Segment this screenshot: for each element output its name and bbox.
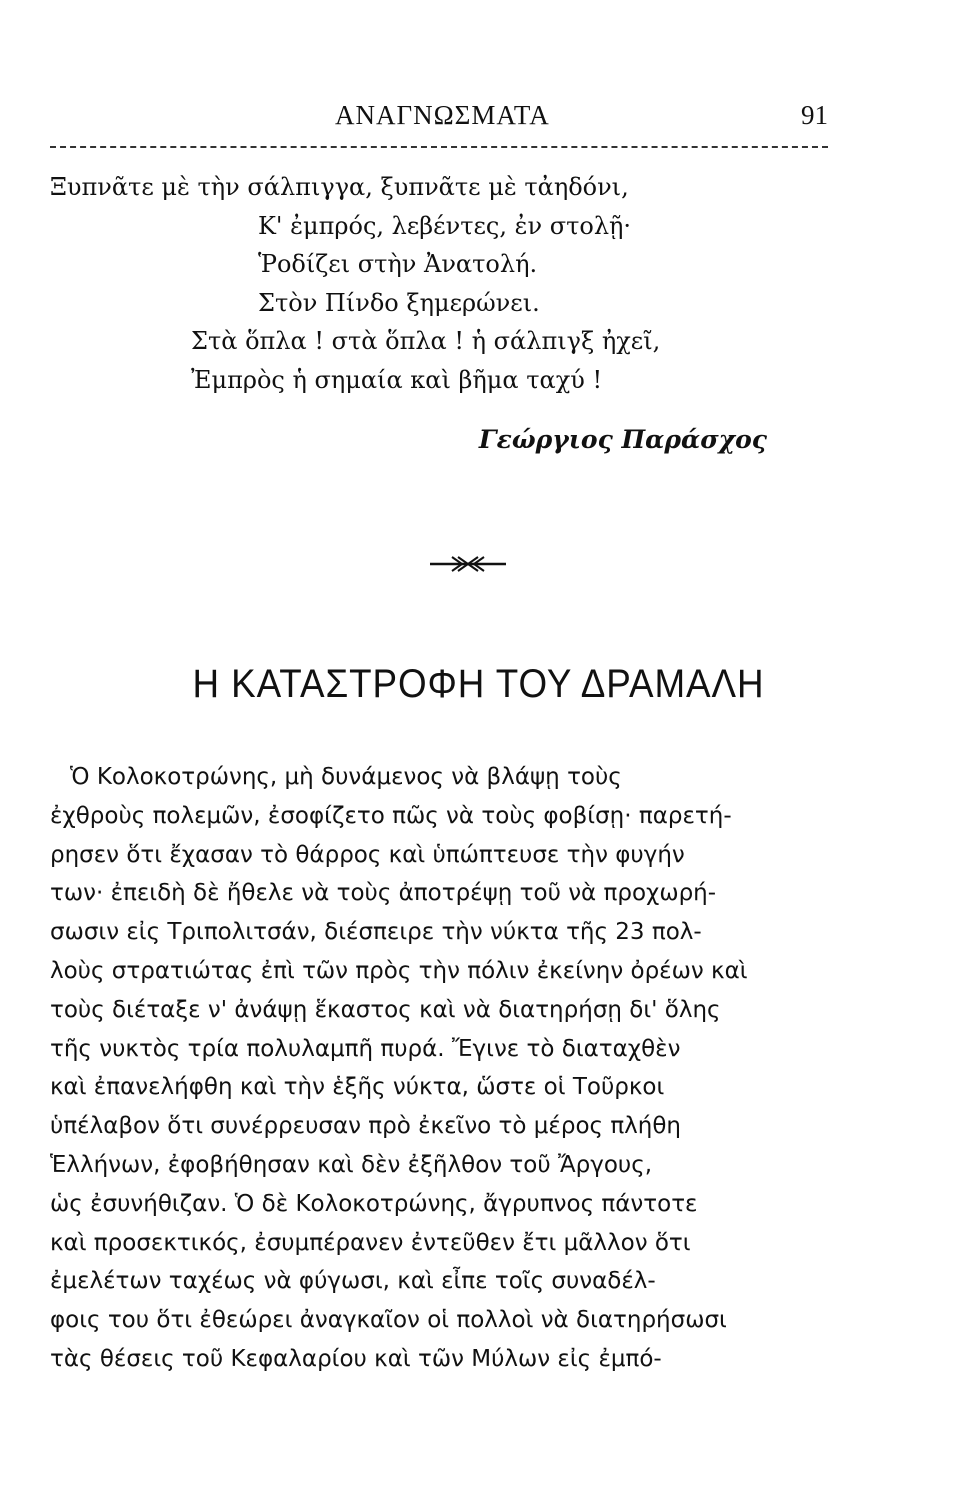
text-line: φοις του ὅτι ἐθεώρει ἀναγκαῖον οἱ πολλοὶ νὰ διατηρήσωσι [50, 1307, 727, 1334]
poem-line: Ξυπνᾶτε μὲ τὴν σάλπιγγα, ξυπνᾶτε μὲ τἀηδόνι, [50, 173, 629, 201]
text-line: Ἑλλήνων, ἐφοβήθησαν καὶ δὲν ἐξῆλθον τοῦ Ἄργους, [50, 1151, 653, 1178]
text-line: τοὺς διέταξε ν' ἀνάψῃ ἕκαστος καὶ νὰ διατηρήσῃ δι' ὅλης [50, 996, 721, 1023]
text-line: ἐχθροὺς πολεμῶν, ἐσοφίζετο πῶς νὰ τοὺς φοβίσῃ· παρετή- [50, 802, 732, 829]
header-rule [50, 146, 828, 148]
poem-line: Στὸν Πίνδο ξημερώνει. [258, 288, 540, 317]
article-title: Η ΚΑΤΑΣΤΡΟΦΗ ΤΟΥ ΔΡΑΜΑΛΗ [192, 662, 765, 706]
text-line: ἐμελέτων ταχέως νὰ φύγωσι, καὶ εἶπε τοῖς συναδέλ- [50, 1268, 656, 1295]
poem-line: Στὰ ὅπλα ! στὰ ὅπλα ! ἡ σάλπιγξ ἠχεῖ, [191, 327, 661, 355]
poem-line: Ἐμπρὸς ἡ σημαία καὶ βῆμα ταχύ ! [191, 365, 603, 394]
text-line: των· ἐπειδὴ δὲ ἤθελε νὰ τοὺς ἀποτρέψῃ τοῦ νὰ προχωρή- [50, 880, 717, 907]
running-title: ΑΝΑΓΝΩΣΜΑΤΑ [335, 100, 550, 130]
text-line: τὰς θέσεις τοῦ Κεφαλαρίου καὶ τῶν Μύλων εἰς ἐμπό- [50, 1345, 662, 1372]
text-line: Ὁ Κολοκοτρώνης, μὴ δυνάμενος νὰ βλάψῃ τοὺς [70, 764, 622, 790]
section-divider-ornament [428, 552, 508, 576]
poem-author: Γεώργιος Παράσχος [478, 425, 767, 454]
text-line: ὑπέλαβον ὅτι συνέρρευσαν πρὸ ἐκεῖνο τὸ μέρος πλήθη [50, 1113, 682, 1140]
article-body [50, 758, 840, 1379]
page-number: 91 [801, 100, 828, 130]
text-line: καὶ προσεκτικός, ἐσυμπέρανεν ἐντεῦθεν ἔτι μᾶλλον ὅτι [50, 1229, 691, 1256]
poem-line: Κ' ἐμπρός, λεβέντες, ἐν στολῇ· [258, 211, 632, 240]
text-line: ρησεν ὅτι ἔχασαν τὸ θάρρος καὶ ὑπώπτευσε τὴν φυγήν [50, 841, 685, 868]
poem-line: Ῥοδίζει στὴν Ἀνατολή. [258, 250, 538, 278]
text-line: λοὺς στρατιώτας ἐπὶ τῶν πρὸς τὴν πόλιν ἐκείνην ὀρέων καὶ [50, 957, 748, 984]
text-line: σωσιν εἰς Τριπολιτσάν, διέσπειρε τὴν νύκτα τῆς 23 πολ- [50, 919, 702, 946]
text-line: καὶ ἐπανελήφθη καὶ τὴν ἑξῆς νύκτα, ὥστε οἱ Τοῦρκοι [50, 1074, 665, 1101]
running-head [50, 100, 840, 140]
text-line: ὡς ἐσυνήθιζαν. Ὁ δὲ Κολοκοτρώνης, ἄγρυπνος πάντοτε [50, 1190, 698, 1217]
poem-stanza [50, 168, 840, 399]
text-line: τῆς νυκτὸς τρία πολυλαμπῆ πυρά. Ἔγινε τὸ διαταχθὲν [50, 1035, 681, 1062]
